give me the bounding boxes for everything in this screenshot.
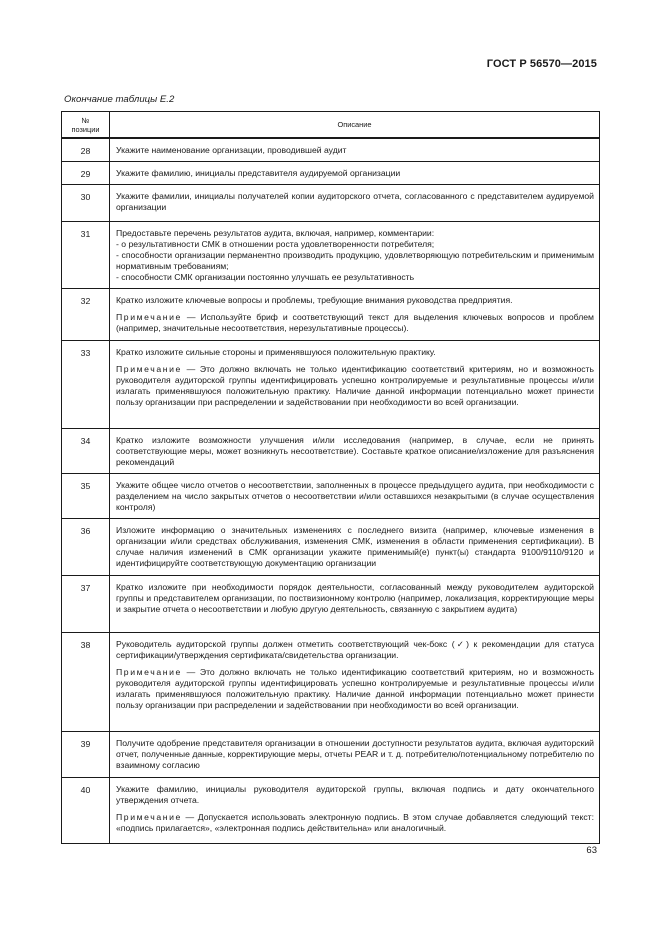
row-number: 39 — [62, 732, 110, 778]
description-table — [61, 111, 600, 844]
note-text: — Это должно включать не только идентификацию соответствий критериям, но и возможность руководителя аудиторской группы идентифицировать успешно контролируемые и результативные процессы и/или излагать применявшуюся положительную практику. Наличие данной информации потенциально может принести пользу организации при распределении и задействовании при необходимости во всей организации. — [116, 364, 594, 407]
table-row — [62, 778, 600, 844]
note-label: Примечание — [116, 812, 182, 822]
row-text: Руководитель аудиторской группы должен отметить соответствующий чек-бокс (✓) к рекомендации для статуса сертификации/утверждения сертификата/свидетельства организации. — [116, 639, 594, 660]
table-row — [62, 138, 600, 162]
row-number: 28 — [62, 138, 110, 162]
row-number: 33 — [62, 341, 110, 429]
column-header-number-line1: № — [81, 115, 90, 125]
row-description — [110, 222, 600, 289]
row-description — [110, 633, 600, 732]
table-row — [62, 732, 600, 778]
row-description — [110, 474, 600, 519]
row-text: Кратко изложите сильные стороны и применявшуюся положительную практику. — [116, 347, 436, 357]
row-text: Изложите информацию о значительных изменениях с последнего визита (например, ключевые изменения в организации и/или средствах обслуживания, изменения СМК, изменения в области применения сертификации). В случае наличия изменений в СМК организации укажите применимый(е) пункт(ы) стандарта 9100/9110/9120 и идентифицируйте соответствующую документацию организации — [116, 525, 594, 568]
row-number: 32 — [62, 289, 110, 341]
page-number: 63 — [586, 845, 597, 856]
note-text: — Это должно включать не только идентификацию соответствий критериям, но и возможность руководителя аудиторской группы идентифицировать успешно контролируемые и результативные процессы и/или излагать применявшуюся положительную практику. Наличие данной информации потенциально может принести пользу организации при распределении и задействовании при необходимости во всей организации. — [116, 667, 594, 710]
table-row — [62, 576, 600, 633]
table-row — [62, 289, 600, 341]
note-text: — Допускается использовать электронную подпись. В этом случае добавляется следующий текст: «подпись прилагается», «электронная подпись действительна» или аналогичный. — [116, 812, 594, 833]
row-text: Укажите фамилию, инициалы представителя аудируемой организации — [116, 168, 401, 178]
row-note — [116, 364, 594, 408]
note-label: Примечание — [116, 312, 182, 322]
row-description — [110, 732, 600, 778]
row-description — [110, 576, 600, 633]
row-description — [110, 519, 600, 576]
row-number: 31 — [62, 222, 110, 289]
row-number: 30 — [62, 185, 110, 222]
row-description — [110, 185, 600, 222]
table-caption: Окончание таблицы Е.2 — [64, 94, 175, 105]
row-note — [116, 312, 594, 334]
note-text: — Используйте бриф и соответствующий текст для выделения ключевых вопросов и проблем (например, значительные несоответствия, нерезультативные процессы). — [116, 312, 594, 333]
column-header-description: Описание — [110, 112, 600, 139]
table-row — [62, 162, 600, 185]
row-number: 40 — [62, 778, 110, 844]
row-text: Кратко изложите возможности улучшения и/или исследования (например, в случае, если не принять соответствующие меры, может возникнуть несоответствие). Составьте краткое описание/изложение для разъяснения рекомендаций — [116, 435, 594, 467]
row-text: - способности организации перманентно производить продукцию, удовлетворяющую потребительским и применимым нормативным требованиям; — [116, 250, 594, 271]
row-note — [116, 812, 594, 834]
row-text: - способности СМК организации постоянно улучшать ее результативность — [116, 272, 415, 282]
column-header-number-line2: позиции — [71, 124, 100, 134]
row-number: 29 — [62, 162, 110, 185]
document-code: ГОСТ Р 56570—2015 — [486, 58, 597, 70]
row-text: Укажите фамилии, инициалы получателей копии аудиторского отчета, согласованного с представителем аудируемой организации — [116, 191, 594, 212]
row-number: 37 — [62, 576, 110, 633]
row-number: 38 — [62, 633, 110, 732]
row-description — [110, 138, 600, 162]
table-row — [62, 519, 600, 576]
table-row — [62, 341, 600, 429]
row-text: Получите одобрение представителя организации в отношении доступности результатов аудита, включая аудиторский отчет, полученные данные, корректирующие меры, отчеты PEAR и т. д. потребителю/потенциальному потребителю по взаимному согласию — [116, 738, 594, 770]
note-label: Примечание — [116, 667, 182, 677]
row-description — [110, 162, 600, 185]
row-text: Предоставьте перечень результатов аудита, включая, например, комментарии: — [116, 228, 435, 238]
row-text: Укажите общее число отчетов о несоответствии, заполненных в процессе предыдущего аудита, при необходимости с разделением на число закрытых отчетов о несоответствии и/или оставшихся незакрытыми (в случае осуществления контроля) — [116, 480, 594, 512]
row-number: 36 — [62, 519, 110, 576]
table-row — [62, 633, 600, 732]
row-text: Укажите наименование организации, проводившей аудит — [116, 145, 347, 155]
row-description — [110, 778, 600, 844]
row-number: 34 — [62, 429, 110, 474]
note-label: Примечание — [116, 364, 182, 374]
table-row — [62, 222, 600, 289]
row-text: Кратко изложите ключевые вопросы и проблемы, требующие внимания руководства предприятия. — [116, 295, 513, 305]
row-number: 35 — [62, 474, 110, 519]
row-description — [110, 429, 600, 474]
table-row — [62, 474, 600, 519]
row-note — [116, 667, 594, 711]
table-header-row — [62, 112, 600, 139]
row-description — [110, 341, 600, 429]
row-text: - о результативности СМК в отношении роста удовлетворенности потребителя; — [116, 239, 435, 249]
row-text: Укажите фамилию, инициалы руководителя аудиторской группы, включая подпись и дату окончательного утверждения отчета. — [116, 784, 594, 805]
row-text: Кратко изложите при необходимости порядок деятельности, согласованный между руководителем аудиторской группы и представителем организации, по поствизионному контролю (например, локализация, корректирующие меры и закрытие отчета о несоответствии и любую другую деятельность, связанную с закрытием аудита) — [116, 582, 594, 614]
table-row — [62, 185, 600, 222]
column-header-number — [62, 112, 110, 139]
table-row — [62, 429, 600, 474]
row-description — [110, 289, 600, 341]
